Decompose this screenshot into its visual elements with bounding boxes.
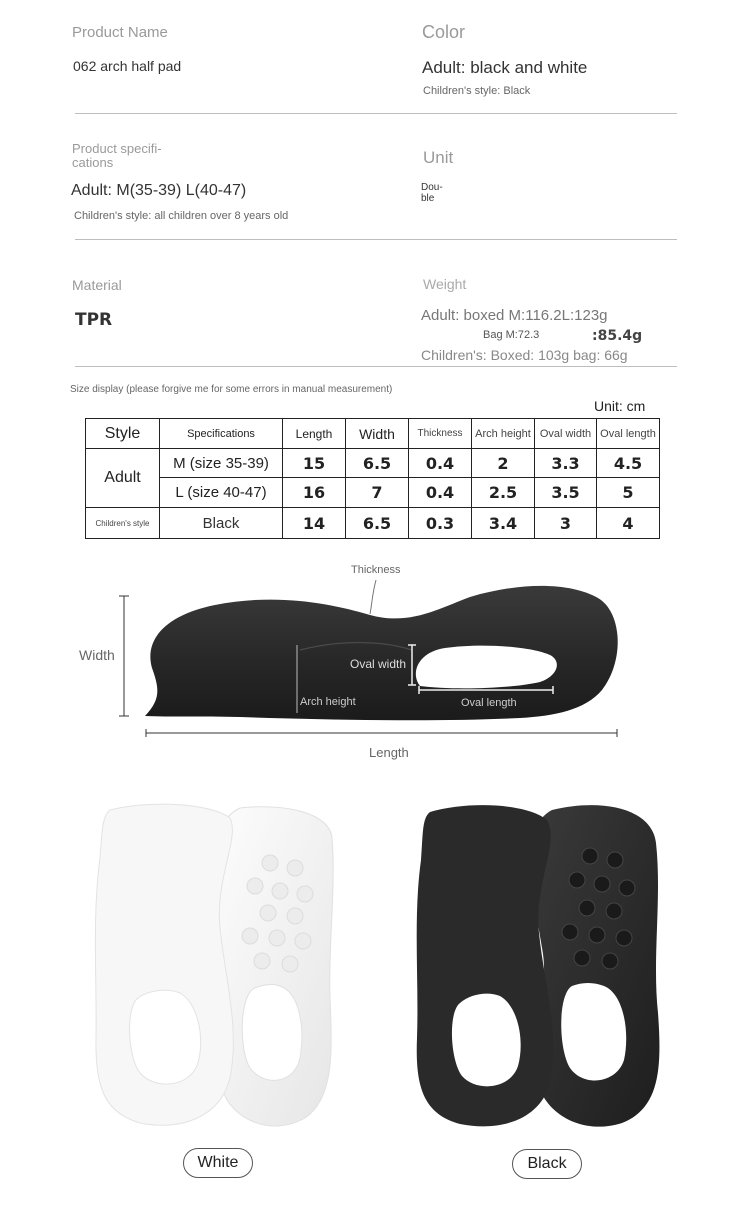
honeycomb-cell [607, 852, 623, 868]
honeycomb-cell [272, 883, 288, 899]
honeycomb-cell [282, 956, 298, 972]
honeycomb-cell [569, 872, 585, 888]
honeycomb-cell [594, 876, 610, 892]
honeycomb-cell [254, 953, 270, 969]
thickness-label: Thickness [351, 564, 401, 576]
product-name-label: Product Name [72, 24, 168, 41]
spec-label-line: cations [72, 155, 114, 170]
black-insole-front-icon [417, 805, 554, 1126]
size-note: Size display (please forgive me for some errors in manual measurement) [70, 384, 393, 395]
black-insole-image [412, 798, 667, 1133]
arch-height-label: Arch height [300, 696, 356, 708]
color-children-value: Children's style: Black [423, 85, 531, 97]
honeycomb-cell [579, 900, 595, 916]
cell-width: 6.5 [346, 449, 409, 478]
cell-oval-length: 4.5 [597, 449, 660, 478]
spec-children-value: Children's style: all children over 8 years old [74, 210, 289, 222]
black-color-label: Black [512, 1149, 582, 1179]
divider [75, 366, 677, 367]
material-label: Material [72, 277, 122, 293]
white-insole-front-icon [95, 804, 233, 1125]
honeycomb-cell [247, 878, 263, 894]
honeycomb-cell [269, 930, 285, 946]
header-width: Width [346, 419, 409, 449]
table-row [86, 449, 660, 478]
honeycomb-cell [582, 848, 598, 864]
honeycomb-cell [260, 905, 276, 921]
weight-line-1: Adult: boxed M:116.2L:123g [421, 307, 608, 324]
table-row [86, 508, 660, 539]
divider [75, 113, 677, 114]
honeycomb-cell [562, 924, 578, 940]
honeycomb-cell [606, 903, 622, 919]
honeycomb-cell [616, 930, 632, 946]
honeycomb-cell [602, 953, 618, 969]
header-thickness: Thickness [409, 419, 472, 449]
insole-side-view-icon [145, 586, 618, 720]
unit-label: Unit [423, 148, 454, 167]
unit-note: Unit: cm [594, 398, 646, 414]
honeycomb-cell [589, 927, 605, 943]
cell-arch-height: 2 [472, 449, 535, 478]
cell-style: Children's style [86, 508, 160, 539]
cell-arch-height: 3.4 [472, 508, 535, 539]
cell-length: 14 [283, 508, 346, 539]
cell-oval-width: 3 [535, 508, 597, 539]
oval-width-label: Oval width [350, 657, 407, 671]
weight-line-3: Children's: Boxed: 103g bag: 66g [421, 347, 628, 363]
header-specifications: Specifications [160, 419, 283, 449]
cell-length: 15 [283, 449, 346, 478]
cell-length: 16 [283, 478, 346, 508]
divider [75, 239, 677, 240]
weight-line-2a: Bag M:72.3 [483, 329, 540, 341]
weight-line-2b: :85.4g [592, 328, 643, 344]
unit-value [421, 182, 443, 204]
cell-oval-length: 4 [597, 508, 660, 539]
thickness-pointer [370, 580, 376, 614]
honeycomb-cell [297, 886, 313, 902]
color-label: Color [422, 22, 466, 42]
cell-thickness: 0.4 [409, 478, 472, 508]
spec-label [72, 142, 162, 170]
cell-oval-width: 3.3 [535, 449, 597, 478]
cell-thickness: 0.4 [409, 449, 472, 478]
table-row [86, 478, 660, 508]
honeycomb-cell [295, 933, 311, 949]
oval-length-label: Oval length [461, 697, 517, 709]
cell-thickness: 0.3 [409, 508, 472, 539]
unit-value-line: Dou- [421, 182, 443, 193]
cell-oval-length: 5 [597, 478, 660, 508]
honeycomb-cell [619, 880, 635, 896]
weight-label: Weight [423, 276, 467, 292]
header-style: Style [86, 419, 160, 449]
unit-value-line: ble [421, 193, 435, 204]
honeycomb-cell [287, 860, 303, 876]
cell-spec: L (size 40-47) [160, 478, 283, 508]
size-table [85, 418, 660, 539]
table-header-row [86, 419, 660, 449]
length-label: Length [369, 745, 409, 760]
width-label: Width [79, 647, 115, 663]
cell-spec: Black [160, 508, 283, 539]
white-color-label: White [183, 1148, 253, 1178]
honeycomb-cell [262, 855, 278, 871]
honeycomb-cell [242, 928, 258, 944]
cell-style: Adult [86, 449, 160, 508]
cell-spec: M (size 35-39) [160, 449, 283, 478]
cell-oval-width: 3.5 [535, 478, 597, 508]
header-length: Length [283, 419, 346, 449]
spec-label-line: Product specifi- [72, 141, 162, 156]
material-value: TPR [75, 310, 113, 330]
white-insole-image [90, 798, 345, 1133]
color-adult-value: Adult: black and white [422, 58, 588, 77]
cell-arch-height: 2.5 [472, 478, 535, 508]
cell-width: 7 [346, 478, 409, 508]
spec-adult-value: Adult: M(35-39) L(40-47) [71, 182, 247, 199]
header-oval-length: Oval length [597, 419, 660, 449]
cell-width: 6.5 [346, 508, 409, 539]
header-oval-width: Oval width [535, 419, 597, 449]
honeycomb-cell [287, 908, 303, 924]
product-name-value: 062 arch half pad [73, 58, 182, 74]
header-arch-height: Arch height [472, 419, 535, 449]
honeycomb-cell [574, 950, 590, 966]
